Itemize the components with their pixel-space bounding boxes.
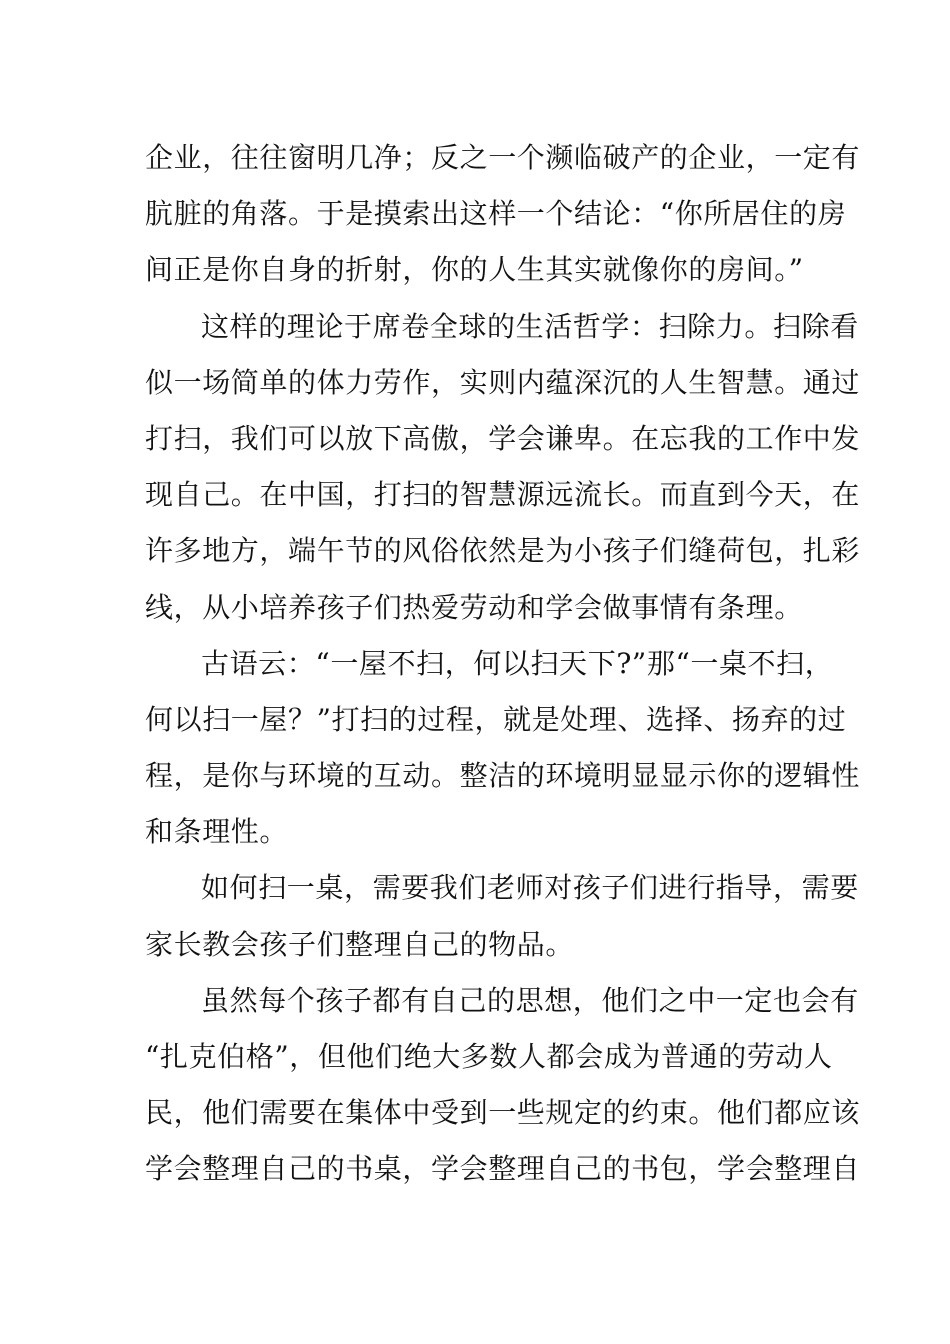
text-line: 虽然每个孩子都有自己的思想，他们之中一定也会有 (201, 983, 859, 1017)
text-line: 线，从小培养孩子们热爱劳动和学会做事情有条理。 (145, 590, 803, 624)
text-line: 家长教会孩子们整理自己的物品。 (145, 927, 575, 961)
text-line: 学会整理自己的书桌，学会整理自己的书包，学会整理自 (145, 1152, 861, 1186)
text-line: 现自己。在中国，打扫的智慧源远流长。而直到今天，在 (145, 478, 861, 512)
text-line: 打扫，我们可以放下高傲，学会谦卑。在忘我的工作中发 (145, 421, 861, 455)
text-line: 何以扫一屋？”打扫的过程，就是处理、选择、扬弃的过 (145, 702, 847, 736)
text-line: 似一场简单的体力劳作，实则内蕴深沉的人生智慧。通过 (145, 365, 861, 399)
text-line: “扎克伯格”，但他们绝大多数人都会成为普通的劳动人 (145, 1040, 833, 1073)
text-line: 这样的理论于席卷全球的生活哲学：扫除力。扫除看 (201, 309, 859, 343)
text-line: 如何扫一桌，需要我们老师对孩子们进行指导，需要 (201, 871, 859, 905)
text-line: 古语云：“一屋不扫，何以扫天下?”那“一桌不扫， (201, 646, 834, 680)
body-text (145, 130, 861, 1198)
text-line: 间正是你自身的折射，你的人生其实就像你的房间。” (145, 253, 804, 287)
text-line: 民，他们需要在集体中受到一些规定的约束。他们都应该 (145, 1096, 861, 1130)
text-line: 和条理性。 (145, 815, 289, 849)
text-line: 肮脏的角落。于是摸索出这样一个结论：“你所居住的房 (145, 197, 847, 231)
text-line: 许多地方，端午节的风俗依然是为小孩子们缝荷包，扎彩 (145, 534, 861, 568)
text-line: 程，是你与环境的互动。整洁的环境明显显示你的逻辑性 (145, 759, 861, 793)
text-line: 企业，往往窗明几净；反之一个濒临破产的企业，一定有 (145, 141, 861, 174)
